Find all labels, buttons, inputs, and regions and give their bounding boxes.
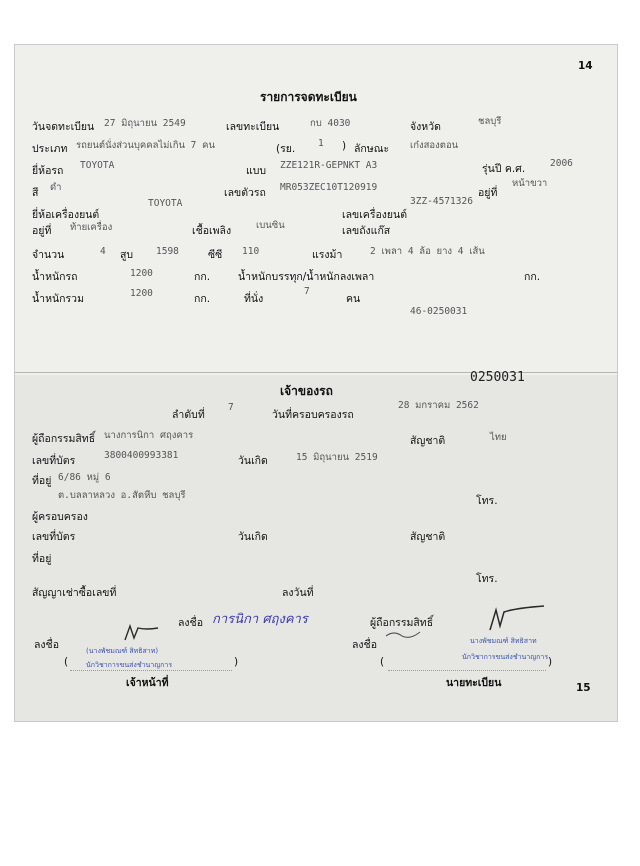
order-label: ลำดับที่ [172, 409, 205, 421]
weight-unit: กก. [194, 271, 211, 283]
licensee-label: ผู้ถือกรรมสิทธิ์ [32, 433, 96, 445]
right-role: นายทะเบียน [446, 677, 502, 689]
right-sign-line [388, 670, 546, 671]
licensee: นางการนิกา ศฤงคาร [104, 430, 194, 441]
owner-serial: 0250031 [470, 370, 525, 385]
color-label: สี [32, 187, 39, 199]
middle-mark [384, 628, 424, 640]
dob-label: วันเกิด [238, 455, 268, 467]
weight: 1200 [130, 268, 153, 279]
engine-brand: TOYOTA [148, 198, 183, 209]
model-year: 2006 [550, 158, 573, 169]
owner-sign-label: ลงชื่อ [178, 617, 203, 629]
seats-unit: คน [346, 293, 361, 305]
tel-label: โทร. [476, 495, 498, 507]
model-label: แบบ [246, 165, 267, 177]
seats-label: ที่นั่ง [244, 293, 264, 305]
chassis: MR053ZEC10T120919 [280, 182, 378, 193]
axles: 2 เพลา 4 ล้อ ยาง 4 เส้น [370, 246, 485, 257]
address2-label: ที่อยู่ [32, 553, 52, 565]
engine-no-label: เลขเครื่องยนต์ [342, 209, 408, 221]
lease-date-label: ลงวันที่ [282, 587, 314, 599]
model: ZZE121R-GEPNKT A3 [280, 160, 378, 171]
address-line2: ต.บลลาหลวง อ.สัตหีบ ชลบุรี [58, 490, 186, 501]
hp: 110 [242, 246, 260, 257]
qty-label: จำนวน [32, 249, 65, 261]
page-number-top: 14 [578, 60, 593, 72]
load-unit: กก. [524, 271, 541, 283]
load-label: น้ำหนักบรรทุก/น้ำหนักลงเพลา [238, 271, 375, 283]
fuel-label: เชื้อเพลิง [192, 225, 232, 237]
fuel: เบนซิน [256, 220, 285, 231]
rs-value: 1 [318, 138, 324, 149]
nationality2-label: สัญชาติ [410, 531, 446, 543]
engine-brand-label: ยี่ห้อเครื่องยนต์ [32, 209, 100, 221]
owner-signature: การนิกา ศฤงคาร [212, 612, 308, 627]
type-value: รถยนต์นั่งส่วนบุคคลไม่เกิน 7 คน [76, 140, 215, 151]
left-stamp-name: (นางพัชมณฑ์ สิทธิสาท) [86, 647, 159, 655]
dob: 15 มิถุนายน 2519 [296, 452, 378, 463]
id2-label: เลขที่บัตร [32, 531, 76, 543]
type-label: ประเภท [32, 143, 68, 155]
tank-label: เลขถังแก๊ส [342, 225, 391, 237]
possession-date: 28 มกราคม 2562 [398, 400, 479, 411]
chassis-loc: หน้าขวา [512, 178, 548, 189]
reg-no-label: เลขทะเบียน [226, 121, 280, 133]
color: ดำ [50, 182, 62, 193]
id-no: 3800400993381 [104, 450, 179, 461]
lease-label: สัญญาเช่าซื้อเลขที่ [32, 587, 117, 599]
left-role: เจ้าหน้าที่ [126, 677, 169, 689]
reg-date: 27 มิถุนายน 2549 [104, 118, 186, 129]
brand: TOYOTA [80, 160, 115, 171]
owner-role: ผู้ถือกรรมสิทธิ์ [370, 617, 434, 629]
dob2-label: วันเกิด [238, 531, 268, 543]
engine-loc-label: อยู่ที่ [32, 225, 52, 237]
page-number-bottom: 15 [576, 682, 591, 694]
right-open-paren: ( [380, 656, 385, 668]
character-value: เก๋งสองตอน [410, 140, 459, 151]
cc-label: ซีซี [208, 249, 223, 261]
right-stamp-title: นักวิชาการขนส่งชำนาญการ [462, 653, 549, 661]
engine-no: 3ZZ-4571326 [410, 196, 473, 207]
character-label: ลักษณะ [354, 143, 390, 155]
qty: 4 [100, 246, 106, 257]
left-close-paren: ) [234, 656, 239, 668]
left-stamp-title: นักวิชาการขนส่งชำนาญการ [86, 661, 173, 669]
order: 7 [228, 402, 234, 413]
seats: 7 [304, 286, 310, 297]
right-close-paren: ) [548, 656, 553, 668]
owner-title: เจ้าของรถ [280, 384, 333, 398]
left-open-paren: ( [64, 656, 69, 668]
gross-label: น้ำหนักรวม [32, 293, 84, 305]
registration-title: รายการจดทะเบียน [260, 90, 357, 104]
nationality: ไทย [490, 432, 507, 443]
hp-label: แรงม้า [312, 249, 343, 261]
right-sign-label: ลงชื่อ [352, 639, 377, 651]
reg-date-label: วันจดทะเบียน [32, 121, 95, 133]
address-line1: 6/86 หมู่ 6 [58, 472, 111, 483]
section-divider [15, 372, 617, 373]
left-sign-label: ลงชื่อ [34, 639, 59, 651]
chassis-loc-label: อยู่ที่ [478, 187, 498, 199]
right-stamp-name: นางพัชมณฑ์ สิทธิสาท [470, 637, 537, 645]
left-sign-line [70, 670, 232, 671]
id-label: เลขที่บัตร [32, 455, 76, 467]
possession-date-label: วันที่ครอบครองรถ [272, 409, 354, 421]
model-year-label: รุ่นปี ค.ศ. [482, 163, 526, 175]
tel2-label: โทร. [476, 573, 498, 585]
nationality-label: สัญชาติ [410, 435, 446, 447]
rs-label: (รย. [276, 143, 296, 155]
gross-unit: กก. [194, 293, 211, 305]
province-label: จังหวัด [410, 121, 441, 133]
weight-label: น้ำหนักรถ [32, 271, 78, 283]
gross: 1200 [130, 288, 153, 299]
engine-loc: ท้ายเครื่อง [70, 222, 113, 233]
cc-value: 1598 [156, 246, 179, 257]
reg-no: กบ 4030 [310, 118, 351, 129]
province: ชลบุรี [478, 116, 502, 127]
doc-ref: 46-0250031 [410, 306, 468, 317]
brand-label: ยี่ห้อรถ [32, 165, 64, 177]
registrar-signature [486, 604, 550, 634]
officer-signature [122, 622, 162, 646]
address-label: ที่อยู่ [32, 475, 52, 487]
cyl-label: สูบ [120, 249, 134, 261]
rs-close: ) [342, 140, 347, 152]
chassis-label: เลขตัวรถ [224, 187, 266, 199]
possessor-label: ผู้ครอบครอง [32, 511, 88, 523]
